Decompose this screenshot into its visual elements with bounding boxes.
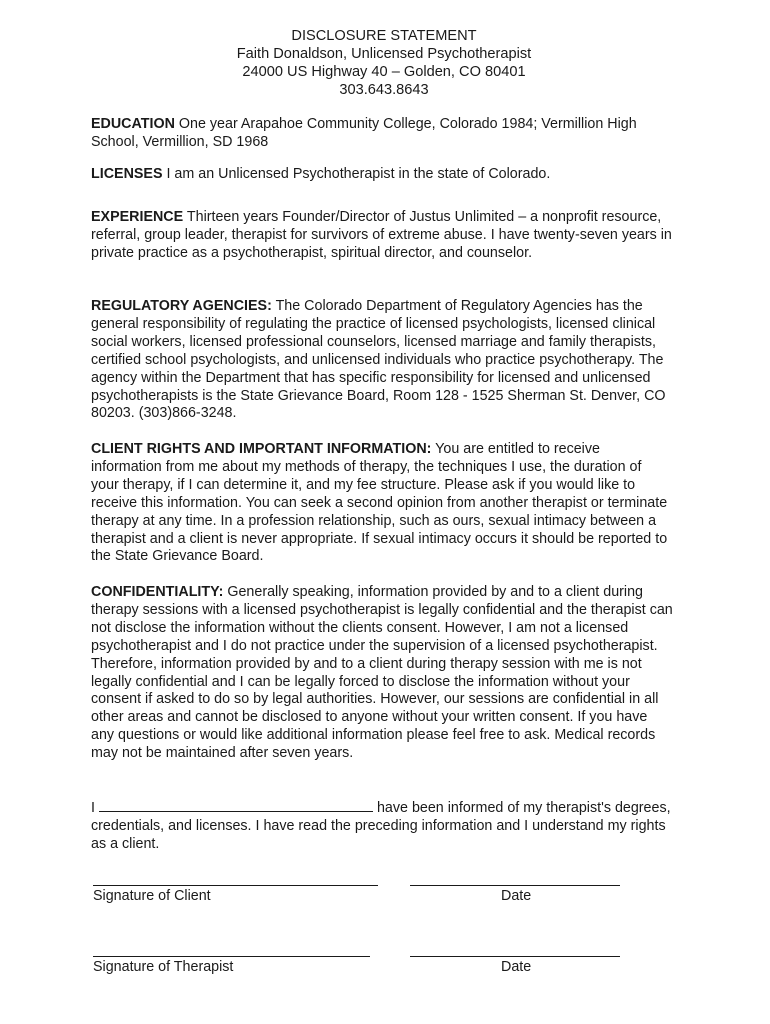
education-text: One year Arapahoe Community College, Colorado 1984; Vermillion High School, Vermillion, SD 1968 [91, 116, 637, 150]
client-name-blank[interactable] [99, 798, 373, 812]
confidentiality-label: CONFIDENTIALITY: [91, 584, 224, 600]
therapist-date-label: Date [501, 959, 532, 975]
confidentiality-text: Generally speaking, information provided by and to a client during therapy sessions with a licensed psychotherapist is legally confidential and the therapist can not disclose the information without the clients consent. However, I am not a licensed psychotherapist and I do not practice under the supervision of a licensed psychotherapist. Therefore, information provided by and to a client during therapy session with me is not legally confidential and I can be legally forced to disclose the information without your consent if asked to do so by legal authorities. However, our sessions are confidential in all other areas and cannot be disclosed to anyone without your written consent. If you have any questions or would like additional information please feel free to ask. Medical records may not be maintained after seven years. [91, 584, 673, 762]
therapist-name-line: Faith Donaldson, Unlicensed Psychotherapist [236, 46, 532, 62]
experience-label: EXPERIENCE [91, 209, 184, 225]
document-title: DISCLOSURE STATEMENT [291, 28, 477, 44]
client-rights-section [91, 441, 673, 566]
client-date-line[interactable] [410, 885, 620, 886]
licenses-text: I am an Unlicensed Psychotherapist in the state of Colorado. [162, 166, 551, 182]
licenses-label: LICENSES [91, 166, 163, 182]
licenses-section [91, 166, 673, 184]
client-rights-label: CLIENT RIGHTS AND IMPORTANT INFORMATION: [91, 441, 432, 457]
education-section [91, 116, 673, 152]
client-signature-label: Signature of Client [93, 888, 211, 904]
experience-text: Thirteen years Founder/Director of Justus Unlimited – a nonprofit resource, referral, group leader, therapist for survivors of extreme abuse. I have twenty-seven years in private practice as a psychotherapist, spiritual director, and counselor. [91, 209, 672, 261]
acknowledgement-section [91, 798, 673, 854]
regulatory-label: REGULATORY AGENCIES: [91, 298, 272, 314]
experience-section [91, 209, 673, 263]
acknowledgement-prefix: I [91, 800, 95, 816]
address-line: 24000 US Highway 40 – Golden, CO 80401 [242, 64, 526, 80]
client-signature-line[interactable] [93, 885, 378, 886]
therapist-date-line[interactable] [410, 956, 620, 957]
client-rights-text: You are entitled to receive information from me about my methods of therapy, the techniques I use, the duration of your therapy, if I can determine it, and my fee structure. Please ask if you would like to receive this information. You can seek a second opinion from another therapist or terminate therapy at any time. In a profession relationship, such as ours, sexual intimacy between a therapist and a client is never appropriate. If sexual intimacy occurs it should be reported to the State Grievance Board. [91, 441, 668, 565]
regulatory-section [91, 298, 673, 423]
acknowledgement-text: have been informed of my therapist's degrees, credentials, and licenses. I have read the preceding information and I understand my rights as a client. [91, 800, 671, 852]
phone-line: 303.643.8643 [339, 82, 429, 98]
document-header [0, 27, 770, 99]
regulatory-text: The Colorado Department of Regulatory Agencies has the general responsibility of regulating the practice of licensed psychologists, licensed clinical social workers, licensed professional counselors, licensed marriage and family therapists, certified school psychologists, and unlicensed individuals who practice psychotherapy. The agency within the Department that has specific responsibility for licensed and unlicensed psychotherapists is the State Grievance Board, Room 128 - 1525 Sherman St. Denver, CO 80203. (303)866-3248. [91, 298, 666, 422]
therapist-signature-line[interactable] [93, 956, 370, 957]
education-label: EDUCATION [91, 116, 175, 132]
confidentiality-section [91, 584, 673, 763]
client-date-label: Date [501, 888, 532, 904]
therapist-signature-label: Signature of Therapist [93, 959, 234, 975]
